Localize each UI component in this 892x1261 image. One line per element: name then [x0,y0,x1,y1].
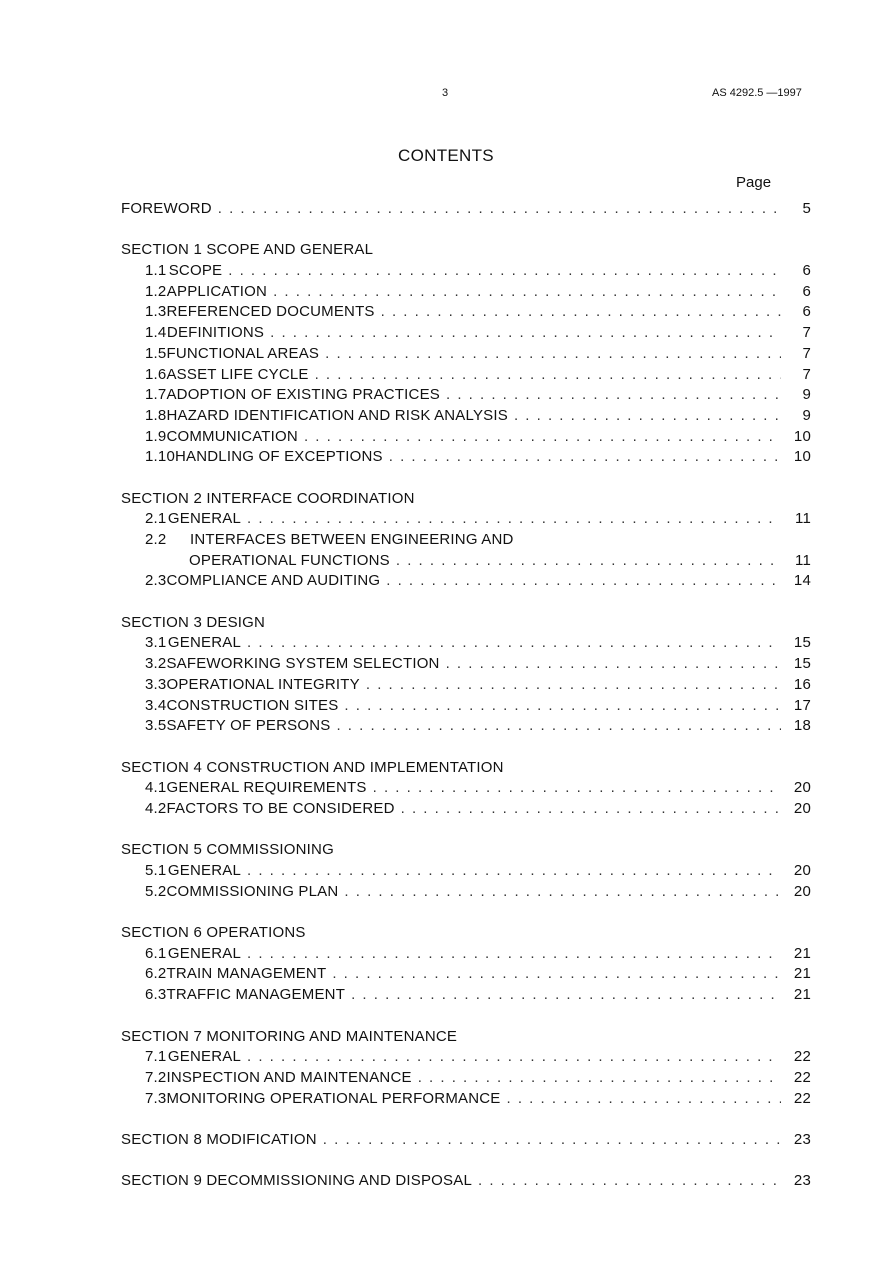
toc-entry[interactable] [121,882,811,903]
table-of-contents [121,199,811,1192]
page-column-label: Page [736,174,772,191]
dot-leader [336,716,781,737]
toc-entry-page: 23 [793,1130,811,1148]
toc-entry-number: 7.1 [145,1048,167,1066]
toc-entry-label: TRAFFIC MANAGEMENT [166,986,346,1004]
toc-entry-label-continued: OPERATIONAL FUNCTIONS [189,551,390,569]
toc-entry-label: TRAIN MANAGEMENT [166,965,327,983]
toc-entry-label: GENERAL [167,634,242,652]
toc-entry-number: 3.3 [145,675,167,693]
toc-entry-label: GENERAL [167,1048,242,1066]
dot-leader [332,964,781,985]
dot-leader [446,385,781,406]
toc-entry-page: 23 [793,1172,811,1190]
toc-entry-number: 6.1 [145,944,167,962]
toc-entry[interactable] [121,633,811,654]
section-title: SECTION 7 MONITORING AND MAINTENANCE [121,1027,458,1045]
toc-entry-label: DEFINITIONS [166,324,265,342]
toc-entry-page: 6 [802,303,811,321]
toc-entry-number: 1.5 [145,344,167,362]
toc-entry-number: 1.10 [145,448,175,466]
dot-leader [247,509,781,530]
toc-entry-page: 7 [802,344,811,362]
toc-entry-page: 21 [793,986,811,1004]
toc-entry-label: APPLICATION [166,282,268,300]
dot-leader [478,1171,781,1192]
toc-entry[interactable] [121,985,811,1006]
section-title: SECTION 6 OPERATIONS [121,924,306,942]
dot-leader [386,571,781,592]
dot-leader [396,551,781,572]
dot-leader [446,654,781,675]
dot-leader [315,365,781,386]
dot-leader [381,302,781,323]
toc-entry-number: 1.7 [145,386,167,404]
toc-entry-page: 14 [793,572,811,590]
toc-entry[interactable] [121,530,811,551]
toc-entry[interactable] [121,447,811,468]
toc-entry-label: SAFETY OF PERSONS [166,717,331,735]
section-heading [121,840,811,861]
section-title: SECTION 4 CONSTRUCTION AND IMPLEMENTATION [121,758,504,776]
dot-leader [228,261,781,282]
toc-entry-label: INSPECTION AND MAINTENANCE [166,1068,412,1086]
dot-leader [325,344,781,365]
toc-entry-label: MONITORING OPERATIONAL PERFORMANCE [166,1089,501,1107]
toc-entry-number: 6.3 [145,986,167,1004]
toc-entry[interactable] [121,964,811,985]
toc-entry-label: GENERAL [167,944,242,962]
dot-leader [344,696,781,717]
toc-entry-page: 9 [802,406,811,424]
toc-entry-page: 17 [793,696,811,714]
dot-leader [418,1068,781,1089]
section-title: SECTION 2 INTERFACE COORDINATION [121,489,415,507]
toc-entry-foreword[interactable] [121,199,811,220]
toc-entry[interactable] [121,302,811,323]
dot-leader [323,1130,781,1151]
toc-entry[interactable] [121,1047,811,1068]
section-heading [121,923,811,944]
toc-entry-number: 1.4 [145,324,167,342]
section-heading[interactable] [121,1130,811,1151]
toc-entry[interactable] [121,344,811,365]
toc-entry-page: 20 [793,799,811,817]
toc-entry-number: 3.1 [145,634,167,652]
toc-entry[interactable] [121,1068,811,1089]
contents-title: CONTENTS [398,146,494,165]
dot-leader [401,799,781,820]
toc-entry-page: 7 [802,365,811,383]
page-number: 3 [442,87,449,99]
dot-leader [507,1089,781,1110]
toc-entry-page: 7 [802,324,811,342]
toc-entry-label: COMMUNICATION [166,427,298,445]
toc-entry-page: 20 [793,779,811,797]
dot-leader [247,633,781,654]
toc-entry[interactable] [121,696,811,717]
toc-entry-number: 1.3 [145,303,167,321]
toc-entry-page: 22 [793,1068,811,1086]
toc-entry-page: 16 [793,675,811,693]
standard-reference: AS 4292.5 —1997 [712,87,802,99]
toc-entry-page: 10 [793,427,811,445]
section-title: SECTION 5 COMMISSIONING [121,841,334,859]
toc-entry-label: ASSET LIFE CYCLE [166,365,309,383]
toc-entry[interactable] [121,385,811,406]
toc-entry-number: 7.3 [145,1089,167,1107]
dot-leader [247,861,781,882]
toc-entry-page: 18 [793,717,811,735]
toc-entry-label: COMMISSIONING PLAN [166,882,339,900]
toc-entry-label: GENERAL [167,862,242,879]
section-heading[interactable] [121,1171,811,1192]
toc-entry-number: 5.1 [145,862,167,879]
toc-entry-number: 5.2 [145,882,167,900]
toc-entry-number: 2.2 [145,531,167,548]
toc-entry-page: 11 [795,551,811,569]
toc-entry-number: 1.9 [145,427,167,445]
toc-entry[interactable] [121,675,811,696]
toc-entry-number: 1.2 [145,282,167,300]
toc-entry-page: 22 [793,1048,811,1066]
toc-entry-number: 4.1 [145,779,167,797]
toc-entry[interactable] [121,861,811,882]
toc-entry-page: 5 [802,200,811,217]
toc-entry-number: 1.6 [145,365,167,383]
toc-entry-page: 21 [793,965,811,983]
toc-entry-label: COMPLIANCE AND AUDITING [166,572,381,590]
toc-entry[interactable] [121,944,811,965]
dot-leader [273,282,781,303]
toc-entry-page: 20 [793,882,811,900]
toc-entry[interactable] [121,427,811,448]
section-title: SECTION 9 DECOMMISSIONING AND DISPOSAL [121,1172,472,1190]
toc-entry[interactable] [121,799,811,820]
dot-leader [218,199,781,220]
toc-entry[interactable] [121,323,811,344]
section-title: SECTION 3 DESIGN [121,613,266,631]
dot-leader [366,675,781,696]
toc-entry-number: 4.2 [145,799,167,817]
section-heading [121,758,811,779]
toc-entry-label: GENERAL REQUIREMENTS [166,779,367,797]
toc-entry-page: 20 [793,862,811,879]
toc-entry-page: 10 [793,448,811,466]
toc-entry-number: 2.1 [145,510,167,528]
toc-entry-label: FACTORS TO BE CONSIDERED [166,799,395,817]
toc-entry[interactable] [121,716,811,737]
toc-entry-number: 1.1 [145,262,167,280]
toc-entry-number: 6.2 [145,965,167,983]
toc-entry-page: 21 [793,944,811,962]
toc-entry-page: 9 [802,386,811,404]
toc-entry[interactable] [121,406,811,427]
toc-entry-label: HAZARD IDENTIFICATION AND RISK ANALYSIS [166,406,508,424]
toc-entry-continuation[interactable] [121,551,811,572]
toc-entry[interactable] [121,1089,811,1110]
section-heading [121,1027,811,1048]
toc-entry-number: 1.8 [145,406,167,424]
toc-entry[interactable] [121,261,811,282]
section-heading [121,489,811,510]
dot-leader [389,447,781,468]
toc-entry-label: FUNCTIONAL AREAS [166,344,320,362]
toc-entry-label: OPERATIONAL INTEGRITY [166,675,360,693]
section-heading [121,240,811,261]
toc-entry-number: 3.2 [145,655,167,673]
toc-entry-page: 11 [795,510,811,528]
toc-entry-label: SCOPE [168,262,223,280]
toc-entry-label: HANDLING OF EXCEPTIONS [175,448,383,466]
toc-entry-page: 6 [802,282,811,300]
toc-entry[interactable] [121,509,811,530]
section-title: SECTION 8 MODIFICATION [121,1130,317,1148]
toc-entry-page: 6 [802,262,811,280]
dot-leader [304,427,781,448]
toc-entry-page: 15 [793,655,811,673]
toc-entry-label: GENERAL [167,510,242,528]
section-heading [121,613,811,634]
toc-entry-page: 22 [793,1089,811,1107]
toc-entry-label: INTERFACES BETWEEN ENGINEERING AND [190,531,514,548]
toc-entry-number: 7.2 [145,1068,167,1086]
dot-leader [247,1047,781,1068]
toc-entry[interactable] [121,654,811,675]
toc-entry-number: 2.3 [145,572,167,590]
toc-entry-number: 3.5 [145,717,167,735]
toc-entry-page: 15 [793,634,811,652]
toc-entry[interactable] [121,365,811,386]
dot-leader [514,406,781,427]
toc-entry[interactable] [121,778,811,799]
toc-entry-number: 3.4 [145,696,167,714]
dot-leader [270,323,781,344]
section-title: SECTION 1 SCOPE AND GENERAL [121,241,374,259]
dot-leader [351,985,781,1006]
toc-entry[interactable] [121,571,811,592]
toc-entry-label: REFERENCED DOCUMENTS [166,303,375,321]
dot-leader [247,944,781,965]
toc-entry-label: FOREWORD [121,200,212,217]
toc-entry-label: ADOPTION OF EXISTING PRACTICES [166,386,440,404]
toc-entry[interactable] [121,282,811,303]
toc-entry-label: SAFEWORKING SYSTEM SELECTION [166,655,440,673]
toc-entry-label: CONSTRUCTION SITES [166,696,339,714]
dot-leader [373,778,781,799]
dot-leader [344,882,781,903]
